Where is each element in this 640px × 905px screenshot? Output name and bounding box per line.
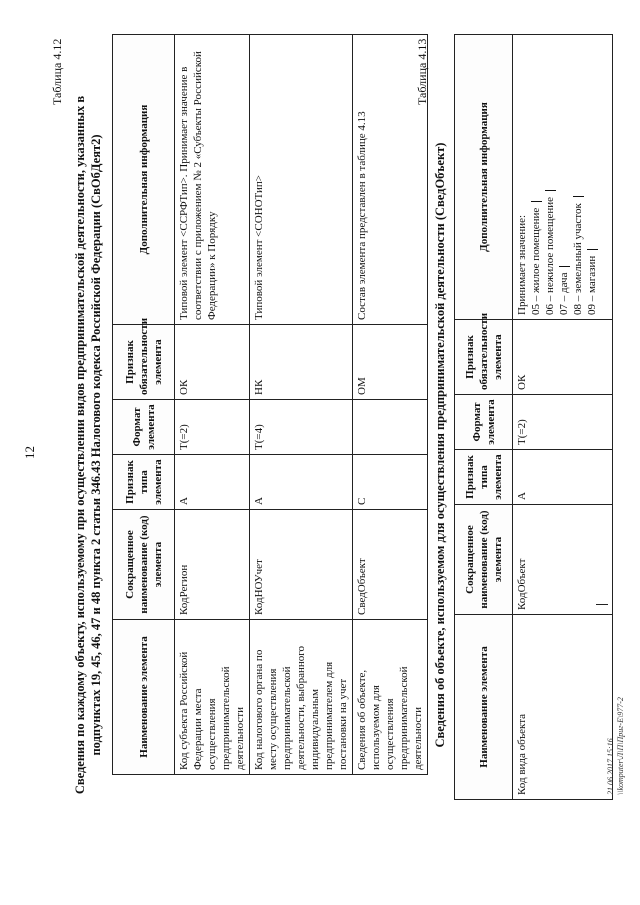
- header-format: Формат элемента: [455, 395, 513, 450]
- info-value-09: 09 – магазин: [585, 39, 599, 315]
- footer-date: 21.06.2017 15:16: [606, 738, 615, 795]
- header-type: Признак типа элемента: [113, 455, 175, 510]
- header-code: Сокращенное наименование (код) элемента: [455, 505, 513, 615]
- cell-required: ОК: [175, 325, 250, 400]
- cell-type: А: [513, 450, 613, 505]
- cell-name: Сведения об объекте, используемом для осуществления предпринимательской деятельности: [353, 620, 428, 775]
- table-row: [250, 35, 353, 775]
- table-4-12: [112, 34, 428, 775]
- footer-path: \\komputer\Л\П\Приг-Е\977-2: [616, 697, 625, 795]
- header-code: Сокращенное наименование (код) элемента: [113, 510, 175, 620]
- page-number: 12: [22, 446, 37, 459]
- cell-name: Код налогового органа по месту осуществления предпринимательской деятельности, выбранного индивидуальным предпринимателем для постановки на учет: [250, 620, 353, 775]
- header-format: Формат элемента: [113, 400, 175, 455]
- header-required: Признак обязательности элемента: [113, 325, 175, 400]
- cell-name: Код субъекта Российской Федерации места осуществления предпринимательской деятельности: [175, 620, 250, 775]
- cell-required: НК: [250, 325, 353, 400]
- table-4-13-label: Таблица 4.13: [415, 38, 429, 105]
- cell-code: КодРегион: [175, 510, 250, 620]
- cell-code: СведОбъект: [353, 510, 428, 620]
- header-name: Наименование элемента: [113, 620, 175, 775]
- cell-type: А: [175, 455, 250, 510]
- header-required: Признак обязательности элемента: [455, 320, 513, 395]
- cell-type: С: [353, 455, 428, 510]
- table-4-12-label: Таблица 4.12: [50, 38, 64, 105]
- cell-info: Типовой элемент <ССРФТип>. Принимает значение в соответствии с приложением № 2 «Субъекты Российской Федерации» к Порядку: [175, 35, 250, 325]
- info-value-06: 06 – нежилое помещение: [543, 39, 557, 315]
- table-4-12-title-line2: подпунктах 19, 45, 46, 47 и 48 пункта 2 статьи 346.43 Налогового кодекса Российской Федерации (СвОбДеят2): [89, 134, 103, 756]
- header-info: Дополнительная информация: [455, 35, 513, 320]
- cell-info: Типовой элемент <СОНОТип>: [250, 35, 353, 325]
- cell-format: T(=2): [175, 400, 250, 455]
- table-4-12-title: [72, 15, 104, 875]
- header-info: Дополнительная информация: [113, 35, 175, 325]
- table-4-12-title-line1: Сведения по каждому объекту, используемому при осуществлении видов предпринимательской деятельности, указанных в: [73, 95, 87, 795]
- cell-code: КодНОУчет: [250, 510, 353, 620]
- table-header-row: [113, 35, 175, 775]
- table-4-13-title: Сведения об объекте, используемом для осуществления предпринимательской деятельности (СведОбъект): [433, 142, 447, 748]
- cell-type: А: [250, 455, 353, 510]
- table-row: [513, 35, 613, 800]
- table-4-13: [454, 34, 613, 800]
- cell-name: Код вида объекта: [513, 615, 613, 800]
- cell-code: КодОбъект: [513, 505, 613, 615]
- table-header-row: [455, 35, 513, 800]
- table-row: [175, 35, 250, 775]
- cell-required: ОМ: [353, 325, 428, 400]
- info-value-08: 08 – земельный участок: [571, 39, 585, 315]
- cell-format: T(=2): [513, 395, 613, 450]
- info-value-07: 07 – дача: [557, 39, 571, 315]
- header-type: Признак типа элемента: [455, 450, 513, 505]
- header-name: Наименование элемента: [455, 615, 513, 800]
- table-row: [353, 35, 428, 775]
- footer: [606, 697, 626, 795]
- scan-tick-mark: [596, 604, 608, 605]
- cell-format: T(=4): [250, 400, 353, 455]
- info-intro: Принимает значение:: [516, 214, 528, 315]
- cell-info: [513, 35, 613, 320]
- cell-format: [353, 400, 428, 455]
- info-value-05: 05 – жилое помещение: [529, 39, 543, 315]
- cell-info: Состав элемента представлен в таблице 4.13: [353, 35, 428, 325]
- cell-required: ОК: [513, 320, 613, 395]
